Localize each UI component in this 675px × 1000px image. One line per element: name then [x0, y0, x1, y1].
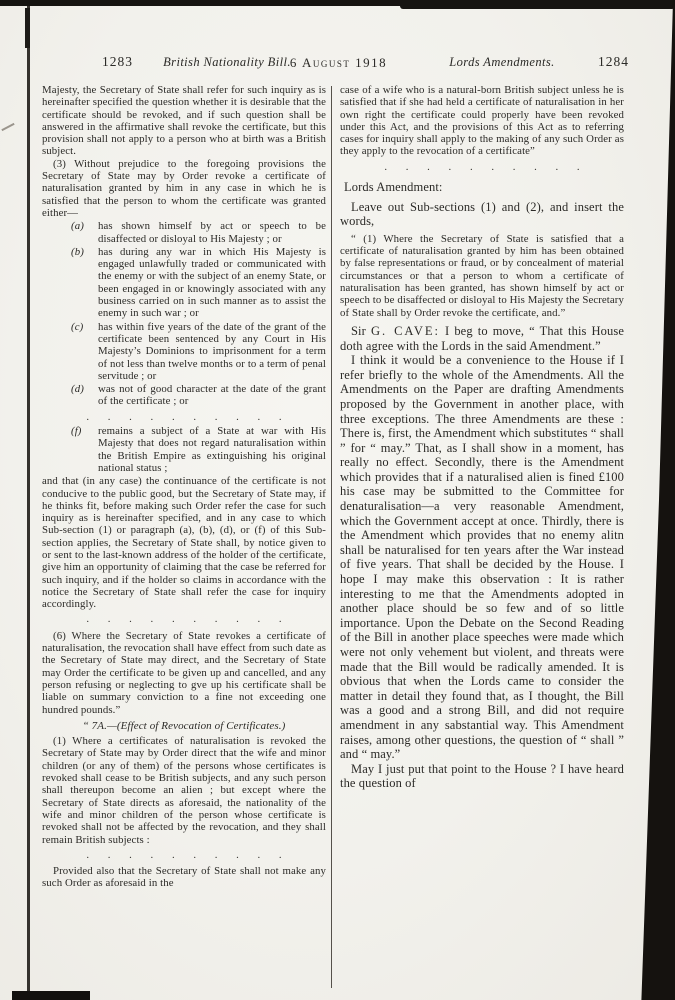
- page-right-edge-shadow: [635, 0, 675, 1000]
- speaker-name: [351, 324, 440, 338]
- paragraph: (3) Without prejudice to the foregoing provisions the Secretary of State may by Order revoke a certificate of naturalisation granted by him in any case in which he is satisfied that the person to whom the certificate was granted either—: [42, 157, 326, 219]
- paragraph: (1) Where a certificates of naturalisation is revoked the Secretary of State may by Order direct that the wife and minor children (or any of them) of the persons whose certificates is revoked shall cease to be British subjects, and any such person shall thereupon become an alien ; but except where the Secretary of State directs as aforesaid, the nationality of the wife and minor children of the person whose certificate is revoked shall not be affected by the revocation, and they shall remain British subjects :: [42, 735, 326, 846]
- lords-amendment-heading: Lords Amendment:: [344, 180, 443, 195]
- paragraph: and that (in any case) the continuance of the certificate is not conducive to the public good, but the Secretary of State may, if he thinks fit, before making such Order refer the case for such inquiry as is hereinafter specified, and in any case to which Sub-section (1) or paragraph (a), (b), (d), or (f) of this Sub-section applies, the Secretary of State shall, by notice given to or sent to the last-known address of the holder of the certificate, give him an opportunity of claiming that the case be referred for such inquiry, and if the holder so claims in accordance with the notice the Secretary of State shall refer the case for inquiry accordingly.: [42, 475, 326, 611]
- list-item: [42, 220, 326, 245]
- list-item: [42, 383, 326, 408]
- list-item-text: has within five years of the date of the grant of the certificate been sentenced by any Court in His Majesty’s Dominions to imprisonment for a term of not less than twelve months or to a term of penal servitude ; or: [98, 320, 326, 382]
- list-item-text: was not of good character at the date of the grant of the certificate ; or: [98, 383, 326, 408]
- list-item-text: remains a subject of a State at war with His Majesty that does not regard naturalisation within the British Empire as extinguishing his original national status ;: [98, 425, 326, 474]
- running-title-right: Lords Amendments.: [449, 55, 555, 69]
- left-column: [42, 84, 326, 890]
- running-title-left: British Nationality Bill.: [163, 55, 291, 69]
- page-number-left: 1283: [102, 54, 133, 69]
- speaker-surname: G. CAVE:: [370, 323, 440, 338]
- page-number-right: 1284: [598, 54, 629, 69]
- list-item-text: has shown himself by act or speech to be disaffected or disloyal to His Majesty ; or: [98, 220, 326, 245]
- dots-separator: . . . . . . . . . .: [384, 160, 580, 173]
- list-item-label: (d): [71, 383, 84, 396]
- list-item: [42, 246, 326, 320]
- speaker-prefix: Sir: [351, 323, 366, 338]
- paragraph: Majesty, the Secretary of State shall refer for such inquiry as is hereinafter specified the question whether it is desirable that the certificate should be revoked, and if such question shall be answered in the affirmative shall revoke the certificate, but this provision shall not apply to a person who at birth was a British subject.: [42, 84, 326, 158]
- dots-separator: . . . . . . . . . .: [86, 410, 282, 423]
- amendment-quote-paragraph: “ (1) Where the Secretary of State is satisfied that a certificate of naturalisation granted by him has been obtained by false representations or fraud, or by concealment of material circumstances or that a person to whom a certificate of naturalisation has been granted, has shown himself by act or speech to be disaffected or disloyal to His Majesty the Secretary of State shall by Order revoke the certificate, and.”: [340, 232, 624, 319]
- list-item-label: (c): [71, 320, 84, 333]
- page-top-edge-right: [400, 0, 675, 9]
- speech-text: I beg to move, “ That this House doth agree with the Lords in the said Amendment.”: [340, 323, 624, 353]
- speech-paragraph: I think it would be a convenience to the House if I refer briefly to the whole of the Amendments. All the Amendments on the Paper are drafting Amendments proposed by the Government in another place, with three exceptions. The three Amendments are these : There is, first, the Amendment which substitutes “ shall ” for “ may.” That, as I shall show in a moment, has really no effect. Secondly, there is the Amendment which provides that if a naturalised alien is fined £100 his case may be submitted to the Committee for denaturalisation—a very reasonable Amendment, which the Government accept at once. Thirdly, there is the Amendment which provides that no enemy alitn shall be naturalised for ten years after the War instead of five years. That shall be decided by the House. I hope I may make this observation : It is rather interesting to me that the Amendments adopted in another place should be so few and of so little importance. Upon the Debate on the Second Reading of the Bill in another place speeches were made which were not only vehement but violent, and threats were made that the Bill would be radically amended. It is obvious that when the Lords came to consider the matter in detail they found that, as I thought, the Bill was a good and a strong Bill, and did not require amendment in any sabstantial way. This Amendment raises, among other questions, the question of “ shall ” and “ may.”: [340, 353, 624, 762]
- column-divider-rule: [331, 86, 332, 988]
- margin-pen-tick: [1, 123, 14, 131]
- page-left-edge-rule-top: [25, 8, 30, 48]
- page-left-edge-rule: [27, 6, 30, 992]
- list-item-label: (b): [71, 245, 84, 258]
- amendment-lead-paragraph: Leave out Sub-sections (1) and (2), and insert the words,: [340, 199, 624, 229]
- speech-paragraph: May I just put that point to the House ? I have heard the question of: [340, 761, 624, 791]
- page-bottom-edge-mark: [12, 991, 90, 1000]
- paragraph: Provided also that the Secretary of State shall not make any such Order as aforesaid in the: [42, 865, 326, 890]
- speech-paragraph: [340, 324, 624, 353]
- dots-separator: . . . . . . . . . .: [86, 613, 282, 626]
- list-item-text: has during any war in which His Majesty is engaged unlawfully traded or communicated with the enemy or with the subject of an enemy State, or been engaged in or knowingly associated with any business carried on in such manner as to assist the enemy in such war ; or: [98, 245, 326, 320]
- right-column: [340, 84, 624, 791]
- section-heading-7a: “ 7A.—(Effect of Revocation of Certificates.): [82, 719, 286, 732]
- paragraph: (6) Where the Secretary of State revokes a certificate of naturalisation, the revocation shall have effect from such date as the Secretary of State may direct, and the Secretary of State may Order the certificate to be given up and cancelled, and any person refusing or neglecting to gve up his certificate shall be liable on summary conviction to a fine not exceeding one hundred pounds.”: [42, 629, 327, 716]
- paragraph: case of a wife who is a natural-born British subject unless he is satisfied that if she had held a certificate of naturalisation in her own right the certificate could properly have been revoked under this Act, and the provisions of this Act as to referring cases for inquiry shall apply to the making of any such Order as they apply to the revocation of a certificate”: [340, 84, 624, 158]
- running-header: [42, 54, 635, 74]
- list-item: [42, 321, 326, 382]
- dots-separator: . . . . . . . . . .: [86, 848, 282, 861]
- list-item-label: (a): [71, 220, 84, 233]
- list-item: [42, 425, 326, 474]
- header-date: 6 August 1918: [289, 55, 388, 70]
- list-item-label: (f): [71, 425, 82, 438]
